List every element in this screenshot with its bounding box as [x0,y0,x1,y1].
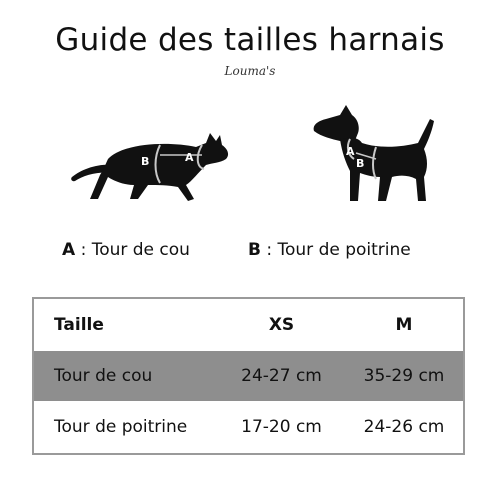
size-table [32,297,465,455]
legend-a-text: : Tour de cou [75,240,190,260]
cell-chest-m: 24-26 cm [363,417,445,437]
legend-b-letter: B [248,240,261,260]
illustrations [0,95,500,215]
table-row-neck [34,351,463,401]
table-row-chest [34,401,463,453]
dog-label-a: A [346,145,355,158]
header-cell-m: M [395,315,413,335]
page-title: Guide des tailles harnais [55,22,445,58]
cat-silhouette-icon [68,125,233,205]
legend-a-letter: A [62,240,76,260]
dog-silhouette-icon [310,103,440,208]
legend-chest [248,240,411,260]
row-label-neck: Tour de cou [54,366,153,386]
dog-label-b: B [356,157,365,170]
legend [0,240,500,264]
header-cell-xs: XS [268,315,295,335]
brand-logo: Louma's [224,64,276,78]
cat-label-a: A [185,151,194,164]
cell-neck-m: 35-29 cm [363,366,445,386]
table-header-row [34,299,463,351]
header-cell-size: Taille [54,315,104,335]
row-label-chest: Tour de poitrine [54,417,188,437]
cell-chest-xs: 17-20 cm [241,417,322,437]
legend-neck [62,240,190,260]
legend-b-text: : Tour de poitrine [260,240,411,260]
cell-neck-xs: 24-27 cm [241,366,322,386]
cat-label-b: B [141,155,150,168]
